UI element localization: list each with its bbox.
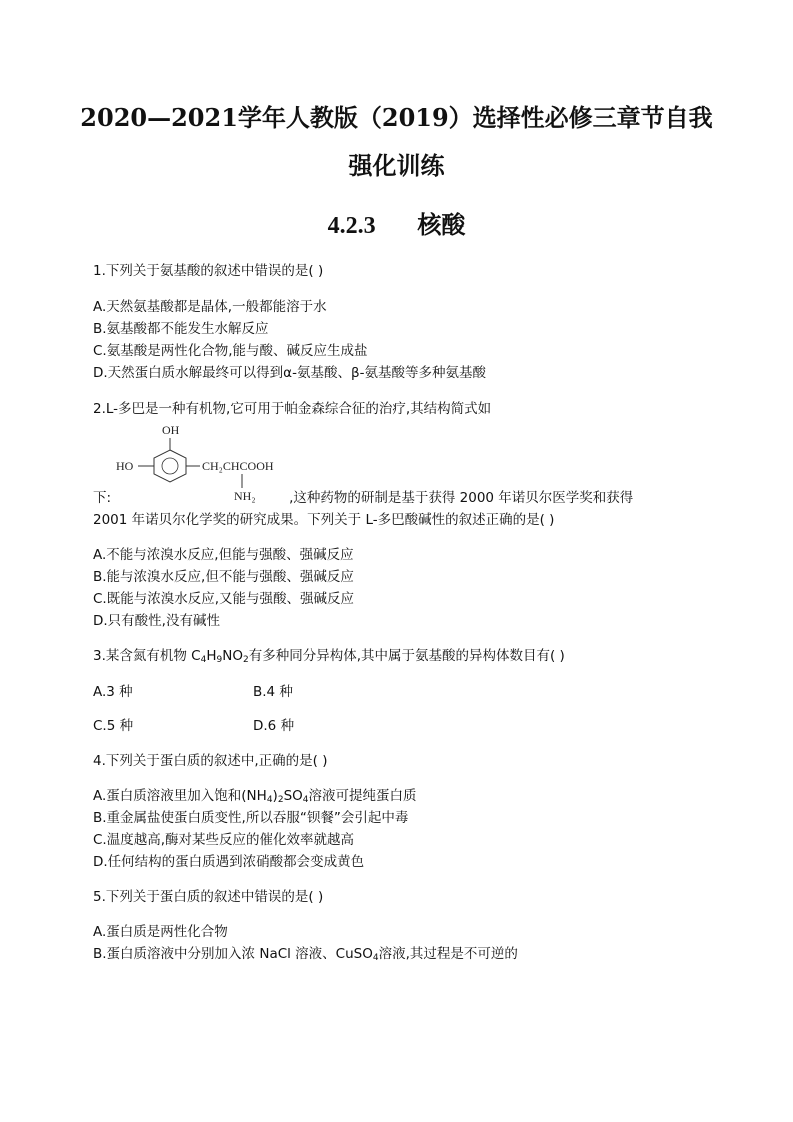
question-4-option-b: B.重金属盐使蛋白质变性,所以吞服“钡餐”会引起中毒 bbox=[93, 810, 409, 826]
formula-subscript: 4 bbox=[266, 795, 273, 805]
benzene-ring-circle bbox=[162, 458, 178, 474]
formula-subscript: 2 bbox=[277, 795, 284, 805]
structure-chain-label: CH₂CHCOOH bbox=[202, 459, 274, 473]
question-3-option-c: C.5 种 bbox=[93, 718, 134, 734]
question-5-option-b-pre: B.蛋白质溶液中分别加入浓 NaCl 溶液、CuSO bbox=[93, 946, 373, 962]
formula-so: SO bbox=[283, 788, 303, 804]
question-3-stem-post: 有多种同分异构体,其中属于氨基酸的异构体数目有( ) bbox=[248, 648, 565, 664]
question-4-stem: 4.下列关于蛋白质的叙述中,正确的是( ) bbox=[93, 753, 328, 769]
question-1-stem: 1.下列关于氨基酸的叙述中错误的是( ) bbox=[93, 263, 324, 279]
formula-subscript-c: 4 bbox=[200, 655, 207, 665]
question-2-option-c: C.既能与浓溴水反应,又能与强酸、强碱反应 bbox=[93, 591, 355, 607]
question-4-option-a-pre: A.蛋白质溶液里加入饱和(NH bbox=[93, 788, 267, 804]
question-2-stem-line2-prefix: 下: bbox=[93, 490, 112, 506]
question-5-stem: 5.下列关于蛋白质的叙述中错误的是( ) bbox=[93, 889, 324, 905]
section-number: 4.2.3 bbox=[327, 213, 376, 239]
structure-ho-label: HO bbox=[116, 459, 134, 473]
question-2-stem-line2-suffix: ,这种药物的研制是基于获得 2000 年诺贝尔医学奖和获得 bbox=[289, 490, 634, 506]
question-1-option-a: A.天然氨基酸都是晶体,一般都能溶于水 bbox=[93, 299, 327, 315]
question-5-option-a: A.蛋白质是两性化合物 bbox=[93, 924, 228, 940]
formula-no: NO bbox=[222, 648, 243, 664]
question-2-stem-line2 bbox=[93, 487, 633, 509]
formula-h: H bbox=[206, 648, 217, 664]
question-3-option-a: A.3 种 bbox=[93, 684, 133, 700]
formula-subscript-h: 9 bbox=[216, 655, 223, 665]
question-4-option-a-post: 溶液可提纯蛋白质 bbox=[308, 788, 417, 804]
question-5-option-b bbox=[93, 943, 518, 969]
section-heading bbox=[0, 205, 793, 240]
question-2-option-d: D.只有酸性,没有碱性 bbox=[93, 613, 220, 629]
structure-oh-label: OH bbox=[162, 423, 180, 437]
question-5-option-b-post: 溶液,其过程是不可逆的 bbox=[378, 946, 518, 962]
question-2-option-b: B.能与浓溴水反应,但不能与强酸、强碱反应 bbox=[93, 569, 354, 585]
question-2-option-a: A.不能与浓溴水反应,但能与强酸、强碱反应 bbox=[93, 547, 354, 563]
question-1-option-b: B.氨基酸都不能发生水解反应 bbox=[93, 321, 269, 337]
structure-nh2-label: NH₂ bbox=[234, 489, 256, 503]
question-3-stem bbox=[93, 645, 565, 671]
question-4-option-d: D.任何结构的蛋白质遇到浓硝酸都会变成黄色 bbox=[93, 854, 365, 870]
section-title: 核酸 bbox=[417, 210, 466, 239]
formula-subscript-o: 2 bbox=[242, 655, 249, 665]
formula-subscript: 4 bbox=[372, 953, 379, 963]
document-title-line1: 2020—2021学年人教版（2019）选择性必修三章节自我 bbox=[80, 103, 713, 132]
formula-subscript: 4 bbox=[302, 795, 309, 805]
question-3-stem-pre: 3.某含氮有机物 C bbox=[93, 648, 201, 664]
formula-paren: ) bbox=[272, 788, 278, 804]
question-3-option-d: D.6 种 bbox=[253, 718, 295, 734]
question-3-option-b: B.4 种 bbox=[253, 684, 293, 700]
question-2-stem-line1: 2.L-多巴是一种有机物,它可用于帕金森综合征的治疗,其结构简式如 bbox=[93, 401, 492, 417]
question-1-option-c: C.氨基酸是两性化合物,能与酸、碱反应生成盐 bbox=[93, 343, 368, 359]
question-1-option-d: D.天然蛋白质水解最终可以得到α-氨基酸、β-氨基酸等多种氨基酸 bbox=[93, 365, 486, 381]
benzene-ring bbox=[154, 450, 186, 482]
question-2-stem-line3: 2001 年诺贝尔化学奖的研究成果。下列关于 L-多巴酸碱性的叙述正确的是( ) bbox=[93, 512, 555, 528]
question-4-option-c: C.温度越高,酶对某些反应的催化效率就越高 bbox=[93, 832, 355, 848]
document-title-line2: 强化训练 bbox=[348, 151, 445, 180]
